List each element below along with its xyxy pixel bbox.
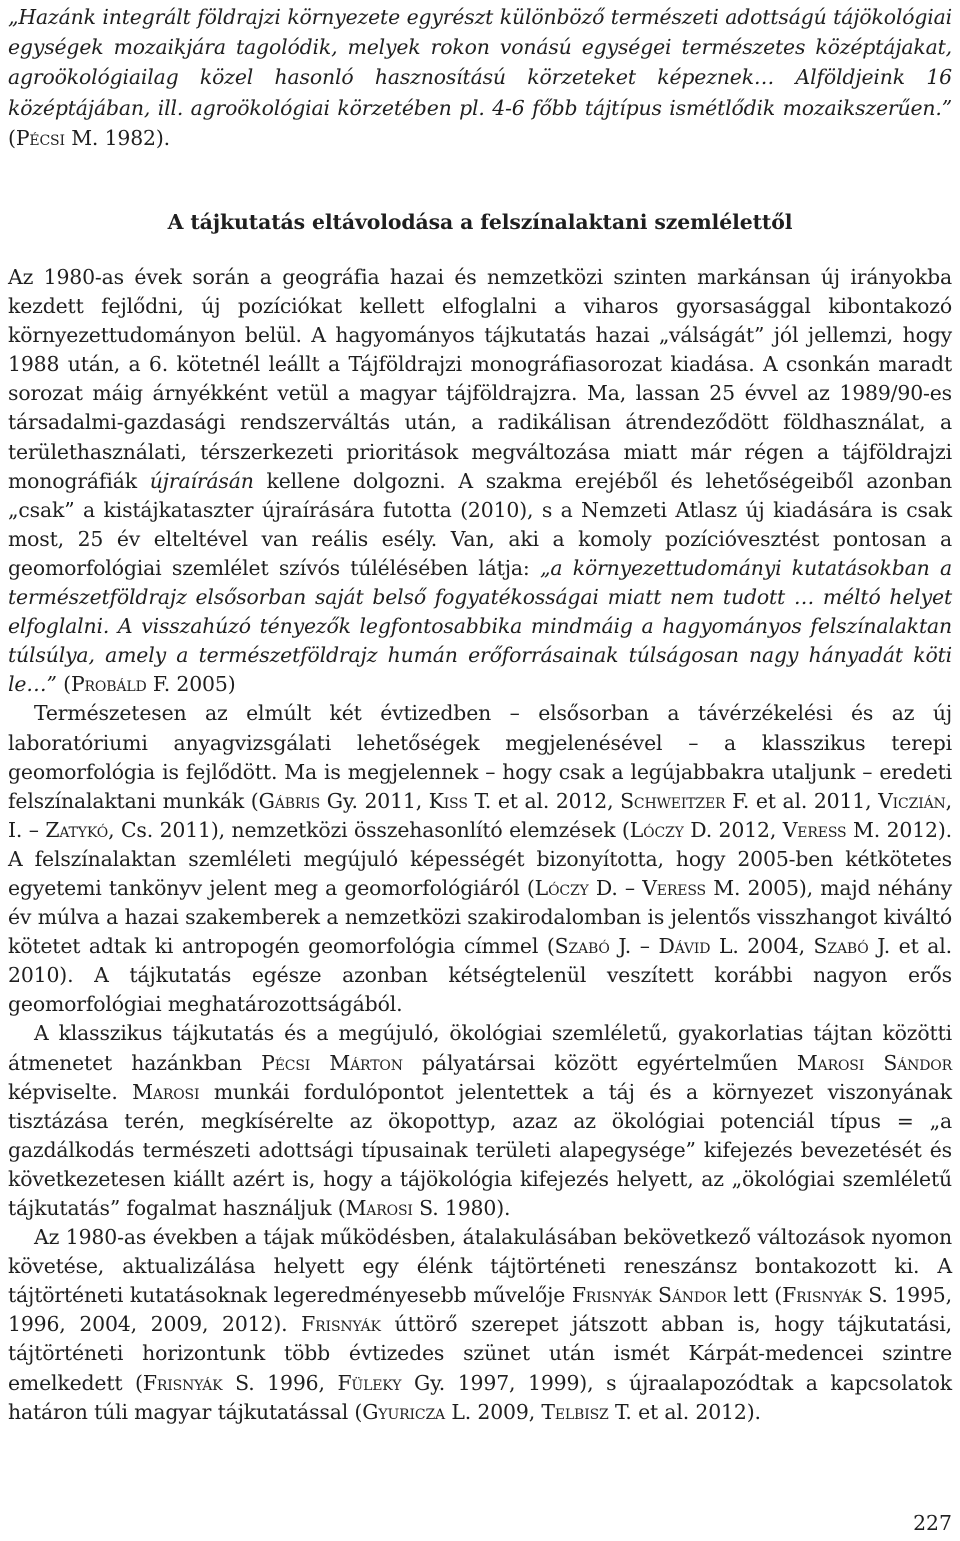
cite-year: M. 2005), majd néhány év múlva a hazai szakemberek a nemzetközi szakirodalomban is jelentős visszhangot kiváltó kötetet adtak ki antropogén geomorfológia címmel ( — [8, 875, 952, 959]
cite-year: S. 1995, 1996, 2004, 2009, 2012). — [8, 1283, 952, 1337]
cite-year: Gy. 1997, 1999), s újraalapozódtak a kapcsolatok határon túli magyar tájkutatással ( — [8, 1370, 952, 1424]
citation-year: M. 1982). — [71, 125, 171, 150]
cite-author: Gyuricza — [362, 1399, 446, 1424]
body-text — [8, 263, 952, 1427]
cite-author: Marosi — [345, 1196, 413, 1220]
paragraph-4 — [8, 1223, 952, 1427]
cite-author: Telbisz — [541, 1399, 609, 1424]
page-number: 227 — [913, 1511, 952, 1535]
citation-author: Pécsi — [15, 125, 65, 150]
cite-year: S. 1996, — [235, 1370, 325, 1395]
cite-year: L. 2004, — [718, 934, 805, 959]
cite-author: Szabó — [554, 934, 610, 959]
cite-author: Frisnyák — [782, 1283, 862, 1308]
p1-text-c: kellene dolgozni. A szakma erejéből és lehetőségeiből azonban „csak” a kistájkataszter újraírására futotta (2010), s a Nemzeti Atlasz új kiadására is csak most, 25 év elteltével van reális esély. Van, aki a komoly pozícióvesztést pontosan a geomorfológiai szemlélet szívós túlélésében látja: — [8, 468, 952, 580]
cite-author: Füleky — [337, 1370, 402, 1395]
p1-paren: ( — [63, 672, 71, 697]
p3-text-d: munkái fordulópontot jelentettek a táj és a környezet viszonyának tisztázása terén, megkísérelte az ökopottyp, azaz az ökológiai potenciál típus = „a gazdálkodás természeti adottsági típusainak területi alapegysége” kifejezés bevezetését és következetesen kiállt azért is, hogy a tájökológia kifejezés helyett, az „ökológiai szemléletű tájkutatás” fogalmat használjuk ( — [8, 1079, 952, 1220]
cite-year: T. et al. 2012, — [474, 788, 614, 813]
cite-year: J. et al. 2010). A tájkutatás egésze azonban kétségtelenül veszített korábbi nagyon erős geomorfológiai meghatározottságából. — [8, 934, 952, 1017]
paragraph-3 — [8, 1019, 952, 1223]
cite-year: T. et al. 2012). — [614, 1399, 761, 1424]
cite-year: M. 2012). A felszínalaktan szemléleti megújuló képességét bizonyította, hogy 2005-ben kétkötetes egyetemi tankönyv jelent meg a geomorfológiáról ( — [8, 817, 953, 900]
p1-cite-year: F. 2005) — [152, 672, 236, 697]
cite-year: Gy. 2011, — [326, 788, 423, 813]
p3-text-b: pályatársai között egyértelműen — [422, 1050, 778, 1075]
cite-year: L. 2009, — [451, 1399, 536, 1424]
person-name: Marosi Sándor — [796, 1050, 952, 1075]
paragraph-2 — [8, 699, 952, 1019]
person-name: Frisnyák Sándor — [571, 1283, 727, 1308]
cite-author: Kiss — [428, 788, 468, 813]
quote-text: „Hazánk integrált földrajzi környezete egyrészt különböző természeti adottságú tájökológiai egységek mozaikjára tagolódik, melyek rokon vonású egységei természetes középtájakat, agroökológiailag közel hasonló hasznosítású körzeteket képeznek… Alföldjeink 16 középtájában, ill. agroökológiai körzetében pl. 4-6 főbb tájtípus ismétlődik mozaikszerűen.” — [8, 5, 952, 120]
p2-text-a: Természetesen az elmúlt két évtizedben – elsősorban a távérzékelési és az új laboratóriumi anyagvizsgálati lehetőségek megjelenésével – a klasszikus terepi geomorfológia is fejlődött. Ma is megjelennek – hogy csak a legújabbakra utaljunk – eredeti felszínalaktani munkák ( — [8, 701, 952, 813]
p1-emphasis: újraírásán — [149, 468, 254, 493]
cite-year: , I. – — [8, 788, 952, 842]
section-heading: A tájkutatás eltávolodása a felszínalaktani szemlélettől — [167, 210, 793, 234]
person-name: Marosi — [132, 1079, 200, 1104]
cite-author: Gábris — [258, 788, 321, 813]
p4-text-a: Az 1980-as években a tájak működésben, átalakulásában bekövetkező változások nyomon követése, aktualizálása helyett egy élénk tájtörténeti reneszánsz bontakozott ki. A tájtörténeti kutatásoknak legeredményesebb művelője — [8, 1225, 952, 1308]
p3-text-a: A klasszikus tájkutatás és a megújuló, ökológiai szemléletű, gyakorlatias tájtan közötti átmenetet hazánkban — [8, 1021, 952, 1075]
cite-author: Frisnyák — [142, 1370, 223, 1395]
p4-text-d: úttörő szerepet játszott abban is, hogy tájkutatási, tájtörténeti horizontunk több évtizedes szünet után ismét Kárpát-medencei szintre emelkedett ( — [8, 1312, 952, 1395]
cite-year: F. et al. 2011, — [732, 788, 872, 813]
quote-citation: (Pécsi M. 1982). — [8, 125, 171, 150]
p4-text-b: lett ( — [733, 1283, 783, 1308]
cite-author: Schweitzer — [620, 788, 726, 813]
cite-author: Veress — [782, 817, 847, 842]
p1-cite-author: Probáld — [70, 672, 147, 697]
cite-year: D. 2012, — [690, 817, 777, 842]
cite-year: , Cs. 2011), nemzetközi összehasonlító elemzések ( — [108, 817, 630, 842]
p1-inline-quote: „a környezettudományi kutatásokban a természetföldrajz elsősorban saját belső fogyatékosságai miatt nem tudott … méltó helyet elfoglalni. A visszahúzó tényezők legfontosabbika mindmáig a hagyományos felszínalaktan túlsúlya, amely a természetföldrajz humán erőforrásainak túlságosan nagy hányadát köti le…” — [8, 555, 952, 697]
p1-text-a: Az 1980-as évek során a geográfia hazai és nemzetközi szinten markánsan új irányokba kezdett fejlődni, új pozíciókat kellett elfoglalni a viharos gyorsasággal kibontakozó környezettudományon belül. A hagyományos tájkutatás hazai „válságát” jól jellemzi, hogy 1988 után, a 6. kötetnél leállt a Tájföldrajzi monográfiasorozat kiadása. A csonkán maradt sorozat máig árnyékként vetül a magyar tájföldrajzra. Ma, lassan 25 évvel az 1989/90-es társadalmi-gazdasági rendszerváltás után, a radikálisan átrendeződött földhasználat, a területhasználati, térszerkezeti prioritások megváltozása miatt már régen a tájföldrajzi monográfiák — [8, 265, 952, 493]
cite-author: Lóczy — [629, 817, 684, 842]
cite-author: Veress — [642, 875, 706, 900]
person-name: Pécsi Márton — [261, 1050, 403, 1075]
cite-author: Dávid — [658, 934, 711, 959]
cite-year: S. 1980). — [419, 1196, 511, 1220]
cite-year: J. – — [618, 934, 650, 959]
cite-year: D. – — [595, 875, 635, 900]
p3-text-c: képviselte. — [8, 1079, 118, 1104]
epigraph-quote — [8, 2, 952, 153]
cite-author: Zatykó — [45, 817, 109, 842]
paragraph-1 — [8, 263, 952, 699]
cite-author: Szabó — [813, 934, 869, 959]
cite-author: Lóczy — [534, 875, 589, 900]
person-name: Frisnyák — [301, 1312, 381, 1337]
cite-author: Viczián — [878, 788, 946, 813]
